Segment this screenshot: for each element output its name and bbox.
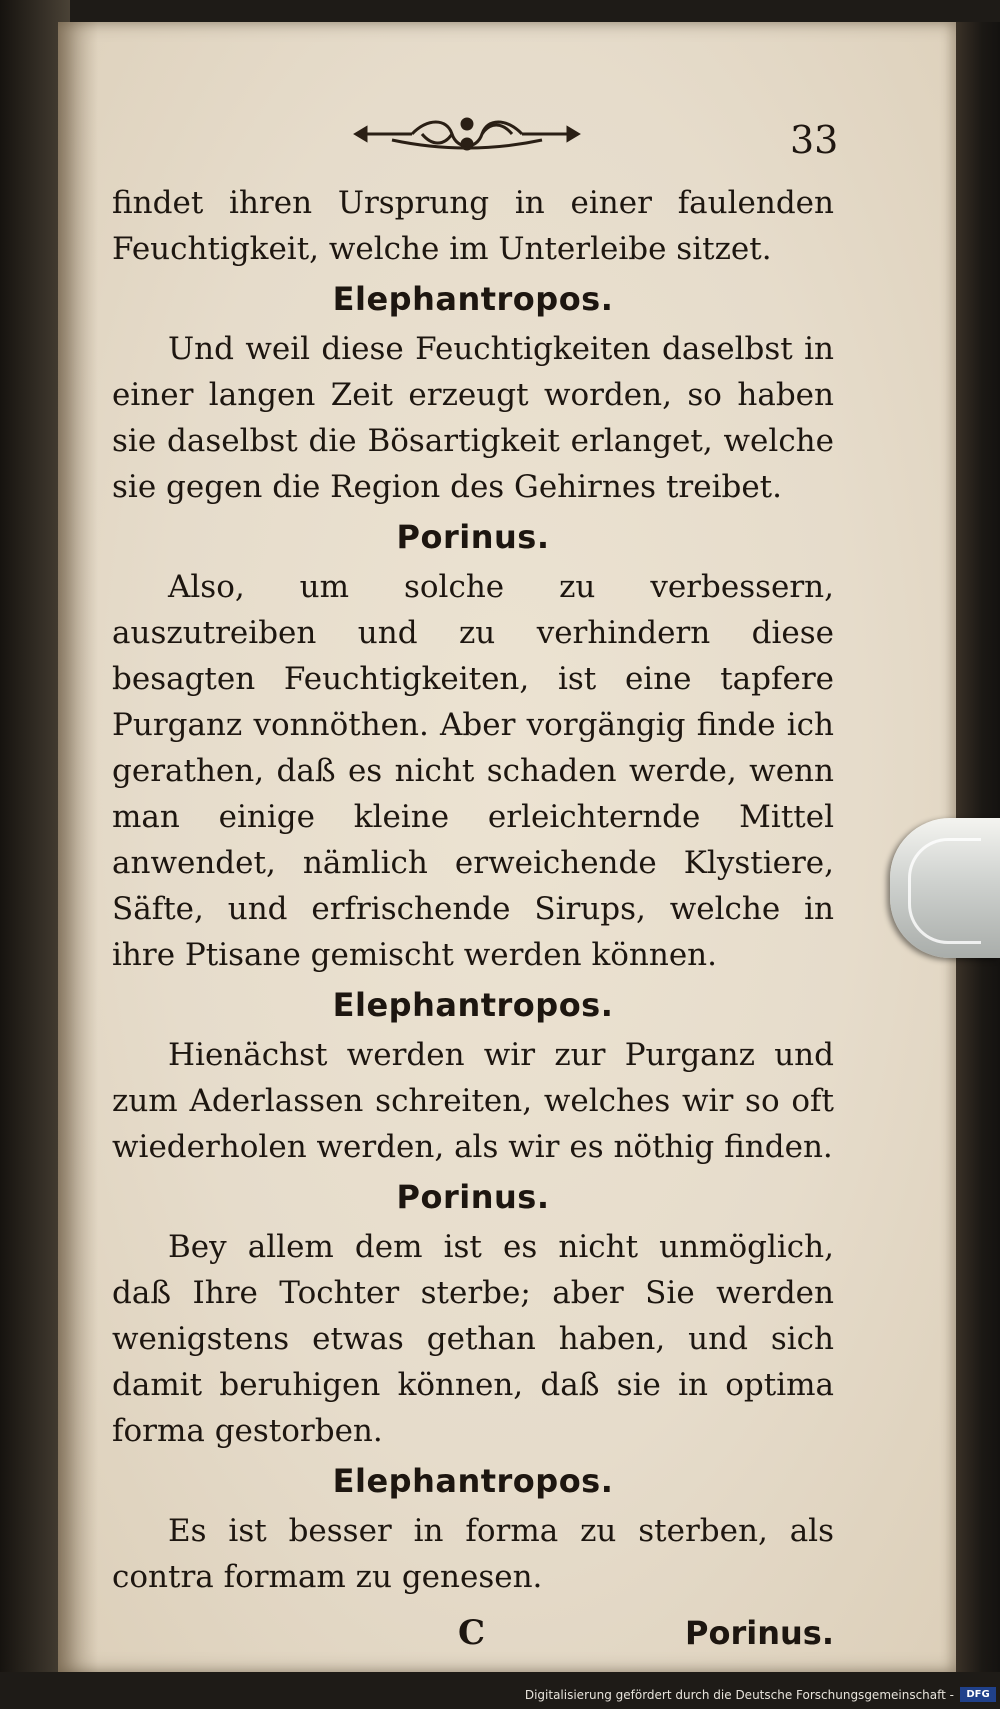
- signature-mark: C: [458, 1613, 486, 1653]
- paragraph: Es ist besser in forma zu sterben, als contra formam zu genesen.: [112, 1513, 834, 1595]
- speaker-heading: Porinus.: [396, 1178, 550, 1216]
- speaker-heading: Elephantropos.: [332, 986, 614, 1024]
- paragraph: Und weil diese Feuchtigkeiten daselbst in einer langen Zeit erzeugt worden, so haben sie daselbst die Bösartigkeit erlanget, welche sie gegen die Region des Gehirnes treibet.: [112, 331, 834, 505]
- page-footer-line: [112, 1610, 834, 1656]
- headpiece-ornament-icon: [352, 110, 582, 158]
- paragraph: Bey allem dem ist es nicht unmöglich, daß Ihre Tochter sterbe; aber Sie werden wenigstens etwas gethan haben, und sich damit beruhigen können, daß sie in optima forma gestorben.: [112, 1229, 834, 1449]
- paragraph: findet ihren Ursprung in einer faulenden Feuchtigkeit, welche im Unterleibe sitzet.: [112, 185, 834, 267]
- paragraph: Also, um solche zu verbessern, auszutreiben und zu verhindern diese besagten Feuchtigkeiten, ist eine tapfere Purganz vonnöthen. Aber vorgängig finde ich gerathen, daß es nicht schaden werde, wenn man einige kleine erleichternde Mittel anwendet, nämlich erweichende Klystiere, Säfte, und erfrischende Sirups, welche in ihre Ptisane gemischt werden können.: [112, 569, 834, 973]
- page-gutter-shadow: [58, 22, 98, 1672]
- catchword: Porinus.: [685, 1614, 834, 1652]
- speaker-heading: Porinus.: [396, 518, 550, 556]
- dfg-logo-icon: DFG: [960, 1687, 996, 1702]
- speaker-heading: Elephantropos.: [332, 280, 614, 318]
- page-clip-icon: [890, 818, 1000, 958]
- digitization-credit: Digitalisierung gefördert durch die Deutsche Forschungsgemeinschaft -: [524, 1688, 954, 1702]
- paragraph: Hienächst werden wir zur Purganz und zum Aderlassen schreiten, welches wir so oft wiederholen werden, als wir es nöthig finden.: [112, 1037, 834, 1165]
- speaker-heading: Elephantropos.: [332, 1462, 614, 1500]
- page-text: [112, 180, 834, 1656]
- page-number: 33: [790, 118, 839, 162]
